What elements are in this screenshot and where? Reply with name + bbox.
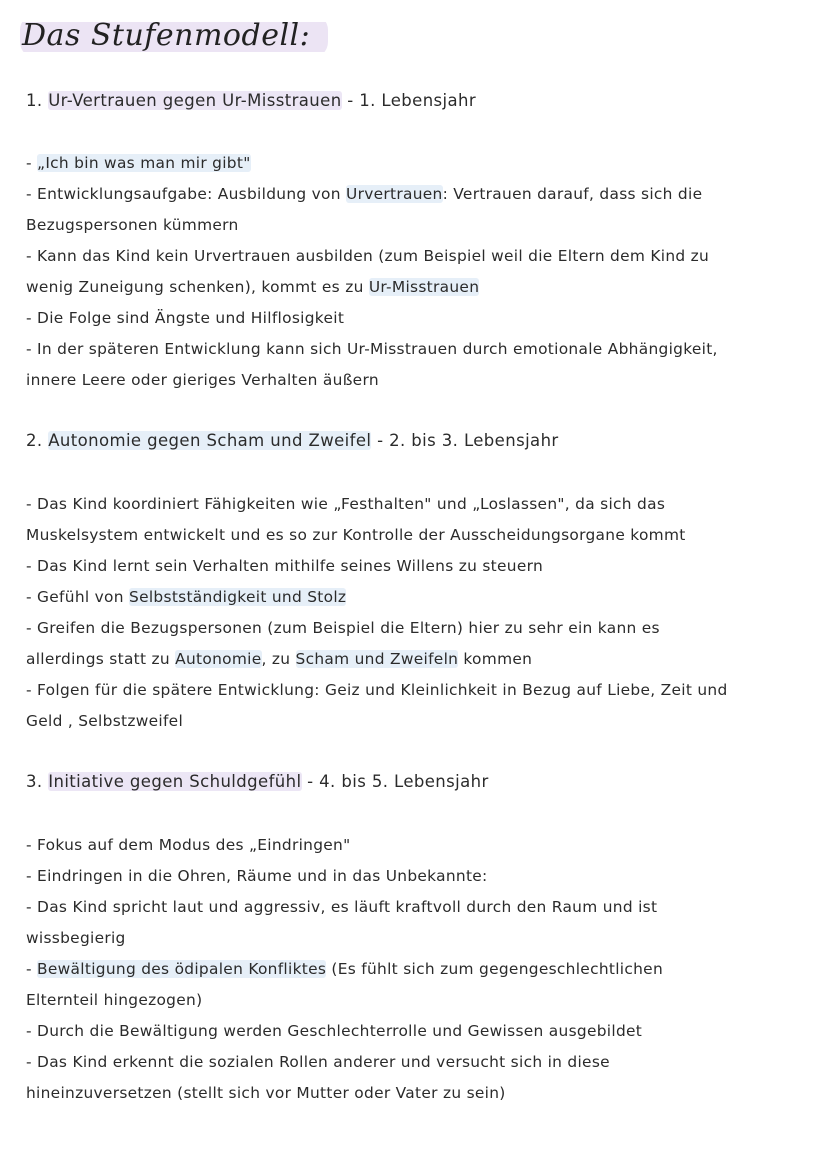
section-3-recognize-cont: hineinzuversetzen (stellt sich vor Mutter oder Vater zu sein): [26, 1084, 506, 1102]
section-1-later-cont: innere Leere oder gieriges Verhalten äußern: [26, 371, 379, 389]
text-span: - Gefühl von: [26, 588, 130, 606]
page-title: Das Stufenmodell:: [20, 14, 328, 58]
section-2-age: - 2. bis 3. Lebensjahr: [371, 431, 559, 450]
section-1-age: - 1. Lebensjahr: [341, 91, 477, 110]
text-span: kommen: [458, 650, 533, 668]
section-2-later-line: - Folgen für die spätere Entwicklung: Geiz und Kleinlichkeit in Bezug auf Liebe, Zeit und: [26, 681, 728, 699]
section-3-recognize-line: - Das Kind erkennt die sozialen Rollen anderer und versucht sich in diese: [26, 1053, 610, 1071]
section-2-interfere-line: - Greifen die Bezugspersonen (zum Beispiel die Eltern) hier zu sehr ein kann es: [26, 619, 660, 637]
section-3-cope-cont: Elternteil hingezogen): [26, 991, 203, 1009]
highlight-selbststaendigkeit: Selbstständigkeit und Stolz: [129, 588, 347, 606]
section-2-term: Autonomie gegen Scham und Zweifel: [48, 431, 372, 450]
section-3-cope-line: [26, 958, 663, 980]
section-2-learn: - Das Kind lernt sein Verhalten mithilfe seines Willens zu steuern: [26, 557, 543, 575]
section-2-coord-line: - Das Kind koordiniert Fähigkeiten wie „Festhalten" und „Loslassen", da sich das: [26, 495, 666, 513]
section-1-fail-cont: [26, 276, 479, 298]
section-3-intrude: - Eindringen in die Ohren, Räume und in das Unbekannte:: [26, 867, 488, 885]
section-1-quote-line: - „Ich bin was man mir gibt": [26, 154, 251, 172]
section-3-roles: - Durch die Bewältigung werden Geschlechterrolle und Gewissen ausgebildet: [26, 1022, 643, 1040]
text-span: , zu: [261, 650, 296, 668]
text-span: wenig Zuneigung schenken), kommt es zu: [26, 278, 369, 296]
section-3-heading: [26, 771, 489, 793]
highlight-oedipal: Bewältigung des ödipalen Konfliktes: [37, 960, 327, 978]
section-1-consequence: - Die Folge sind Ängste und Hilflosigkeit: [26, 309, 345, 327]
text-span: - Entwicklungsaufgabe: Ausbildung von: [26, 185, 347, 203]
section-2-number: 2.: [26, 431, 43, 450]
section-3-number: 3.: [26, 772, 43, 791]
section-3-speaks-cont: wissbegierig: [26, 929, 126, 947]
text-span: (Es fühlt sich zum gegengeschlechtlichen: [326, 960, 664, 978]
highlight-ur-misstrauen: Ur-Misstrauen: [368, 278, 480, 296]
section-2-heading: [26, 430, 559, 452]
section-1-task-line: [26, 183, 702, 205]
section-3-age: - 4. bis 5. Lebensjahr: [301, 772, 489, 791]
section-3-speaks-line: - Das Kind spricht laut und aggressiv, es läuft kraftvoll durch den Raum und ist: [26, 898, 658, 916]
section-3-focus: - Fokus auf dem Modus des „Eindringen": [26, 836, 351, 854]
section-2-later-cont: Geld , Selbstzweifel: [26, 712, 184, 730]
section-3-term: Initiative gegen Schuldgefühl: [48, 772, 302, 791]
section-2-feeling: [26, 586, 346, 608]
highlight-scham-zweifeln: Scham und Zweifeln: [295, 650, 459, 668]
section-1-task-cont: Bezugspersonen kümmern: [26, 216, 239, 234]
section-1-term: Ur-Vertrauen gegen Ur-Misstrauen: [48, 91, 342, 110]
section-1-number: 1.: [26, 91, 43, 110]
section-1-later-line: - In der späteren Entwicklung kann sich Ur-Misstrauen durch emotionale Abhängigkeit,: [26, 340, 718, 358]
text-span: allerdings statt zu: [26, 650, 176, 668]
highlight-autonomie: Autonomie: [175, 650, 262, 668]
text-span: : Vertrauen darauf, dass sich die: [442, 185, 703, 203]
section-1-heading: [26, 90, 476, 112]
section-1-quote: „Ich bin was man mir gibt": [37, 154, 251, 172]
section-2-interfere-cont: [26, 648, 532, 670]
section-1-fail-line: - Kann das Kind kein Urvertrauen ausbilden (zum Beispiel weil die Eltern dem Kind zu: [26, 247, 710, 265]
section-2-coord-cont: Muskelsystem entwickelt und es so zur Kontrolle der Ausscheidungsorgane kommt: [26, 526, 686, 544]
text-span: -: [26, 960, 38, 978]
highlight-urvertrauen: Urvertrauen: [346, 185, 443, 203]
